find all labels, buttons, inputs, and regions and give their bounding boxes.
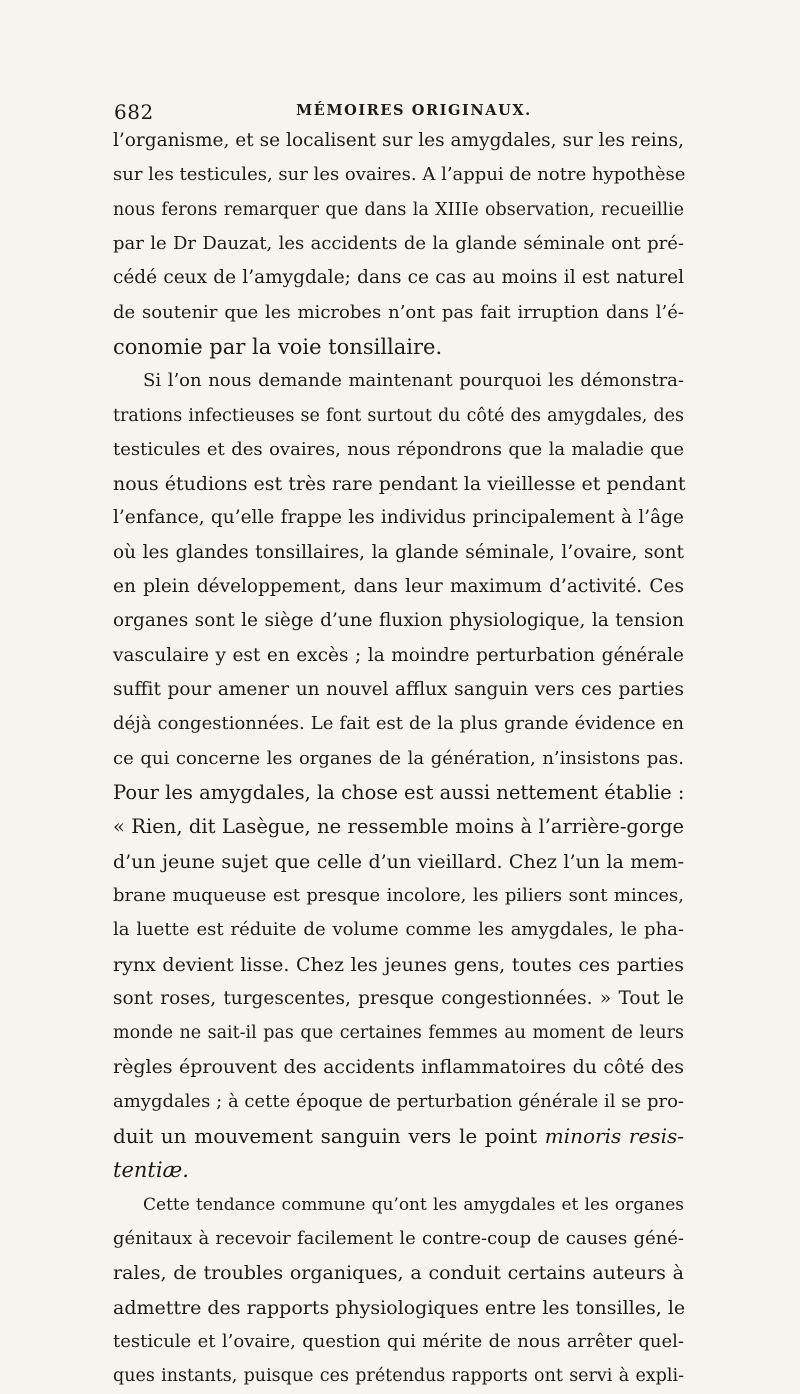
line-text: sont roses, turgescentes, presque congestionnées. » Tout le bbox=[113, 987, 684, 1009]
italic-phrase: minoris resis- bbox=[544, 1124, 684, 1149]
text-line bbox=[113, 193, 684, 227]
running-title: MÉMOIRES ORIGINAUX. bbox=[296, 102, 532, 119]
text-line bbox=[113, 467, 684, 501]
text-line bbox=[113, 1359, 684, 1393]
text-line bbox=[113, 913, 684, 947]
line-text: nous ferons remarquer que dans la XIIIe observation, recueillie bbox=[113, 199, 684, 220]
text-line bbox=[113, 639, 684, 673]
line-text: ce qui concerne les organes de la génération, n’insistons pas. bbox=[113, 747, 684, 769]
text-line bbox=[113, 536, 684, 570]
text-line bbox=[113, 1085, 684, 1119]
line-text: cédé ceux de l’amygdale; dans ce cas au moins il est naturel bbox=[113, 267, 684, 289]
line-text: conomie par la voie tonsillaire. bbox=[113, 334, 443, 359]
line-text: admettre des rapports physiologiques entre les tonsilles, le bbox=[113, 1296, 686, 1319]
line-text: testicule et l’ovaire, question qui mérite de nous arrêter quel- bbox=[113, 1330, 684, 1352]
text-line bbox=[113, 1256, 684, 1290]
line-text: Cette tendance commune qu’ont les amygdales et les organes bbox=[143, 1194, 684, 1215]
line-text: rynx devient lisse. Chez les jeunes gens, toutes ces parties bbox=[113, 953, 684, 976]
text-line bbox=[113, 879, 684, 913]
text-line bbox=[113, 1153, 684, 1187]
line-text: d’un jeune sujet que celle d’un vieillard. Chez l’un la mem- bbox=[113, 850, 684, 873]
line-text: déjà congestionnées. Le fait est de la plus grande évidence en bbox=[113, 713, 684, 735]
text-line bbox=[113, 982, 684, 1016]
text-line bbox=[113, 433, 684, 467]
text-line bbox=[113, 364, 684, 398]
line-text: de soutenir que les microbes n’ont pas fait irruption dans l’é- bbox=[113, 301, 684, 323]
text-line bbox=[113, 158, 684, 192]
text-line bbox=[113, 296, 684, 330]
text-line bbox=[113, 1325, 684, 1359]
line-text: brane muqueuse est presque incolore, les piliers sont minces, bbox=[113, 884, 684, 906]
line-text: duit un mouvement sanguin vers le point bbox=[113, 1124, 538, 1149]
line-text: par le Dr Dauzat, les accidents de la glande séminale ont pré- bbox=[113, 232, 684, 254]
text-line bbox=[113, 1119, 684, 1153]
line-text: génitaux à recevoir facilement le contre-coup de causes géné- bbox=[113, 1228, 684, 1249]
text-line bbox=[113, 124, 684, 158]
line-text: règles éprouvent des accidents inflammatoires du côté des bbox=[113, 1056, 684, 1079]
line-text: trations infectieuses se font surtout du côté des amygdales, des bbox=[113, 405, 684, 426]
text-line bbox=[113, 845, 684, 879]
line-text: où les glandes tonsillaires, la glande séminale, l’ovaire, sont bbox=[113, 541, 684, 563]
text-line bbox=[113, 707, 684, 741]
line-text: suffit pour amener un nouvel afflux sanguin vers ces parties bbox=[113, 679, 684, 700]
italic-phrase: tentiæ. bbox=[113, 1158, 189, 1183]
line-text: la luette est réduite de volume comme les amygdales, le pha- bbox=[113, 919, 684, 941]
line-text: l’enfance, qu’elle frappe les individus principalement à l’âge bbox=[113, 507, 684, 529]
line-text: rales, de troubles organiques, a conduit certains auteurs à bbox=[113, 1262, 684, 1285]
text-line bbox=[113, 1222, 684, 1256]
line-text: « Rien, dit Lasègue, ne ressemble moins à l’arrière-gorge bbox=[113, 815, 684, 839]
line-text: en plein développement, dans leur maximum d’activité. Ces bbox=[113, 576, 684, 598]
text-line bbox=[113, 227, 684, 261]
text-line bbox=[113, 399, 684, 433]
text-line bbox=[113, 810, 684, 844]
line-text: vasculaire y est en excès ; la moindre perturbation générale bbox=[113, 644, 684, 666]
text-line bbox=[113, 1016, 684, 1050]
text-line bbox=[113, 776, 684, 810]
text-line bbox=[113, 1188, 684, 1222]
line-text: ques instants, puisque ces prétendus rapports ont servi à expli- bbox=[113, 1366, 684, 1387]
line-text: testicules et des ovaires, nous répondrons que la maladie que bbox=[113, 438, 684, 460]
running-head bbox=[114, 100, 684, 126]
line-text: Pour les amygdales, la chose est aussi nettement établie : bbox=[113, 780, 685, 804]
text-line bbox=[113, 330, 684, 364]
line-text: sur les testicules, sur les ovaires. A l’appui de notre hypothèse bbox=[113, 164, 686, 186]
text-line bbox=[113, 1291, 684, 1325]
line-text: nous étudions est très rare pendant la vieillesse et pendant bbox=[113, 473, 686, 496]
text-line bbox=[113, 948, 684, 982]
text-line bbox=[113, 501, 684, 535]
line-text: monde ne sait-il pas que certaines femmes au moment de leurs bbox=[113, 1023, 684, 1044]
body-text bbox=[113, 124, 684, 1394]
text-line bbox=[113, 570, 684, 604]
page-number: 682 bbox=[114, 100, 154, 124]
text-line bbox=[113, 1050, 684, 1084]
line-text: l’organisme, et se localisent sur les amygdales, sur les reins, bbox=[113, 130, 684, 151]
line-text: amygdales ; à cette époque de perturbation générale il se pro- bbox=[113, 1090, 684, 1112]
text-line bbox=[113, 673, 684, 707]
line-text: organes sont le siège d’une fluxion physiologique, la tension bbox=[113, 610, 684, 632]
text-line bbox=[113, 604, 684, 638]
text-line bbox=[113, 261, 684, 295]
line-text: Si l’on nous demande maintenant pourquoi les démonstra- bbox=[143, 370, 684, 392]
text-line bbox=[113, 742, 684, 776]
